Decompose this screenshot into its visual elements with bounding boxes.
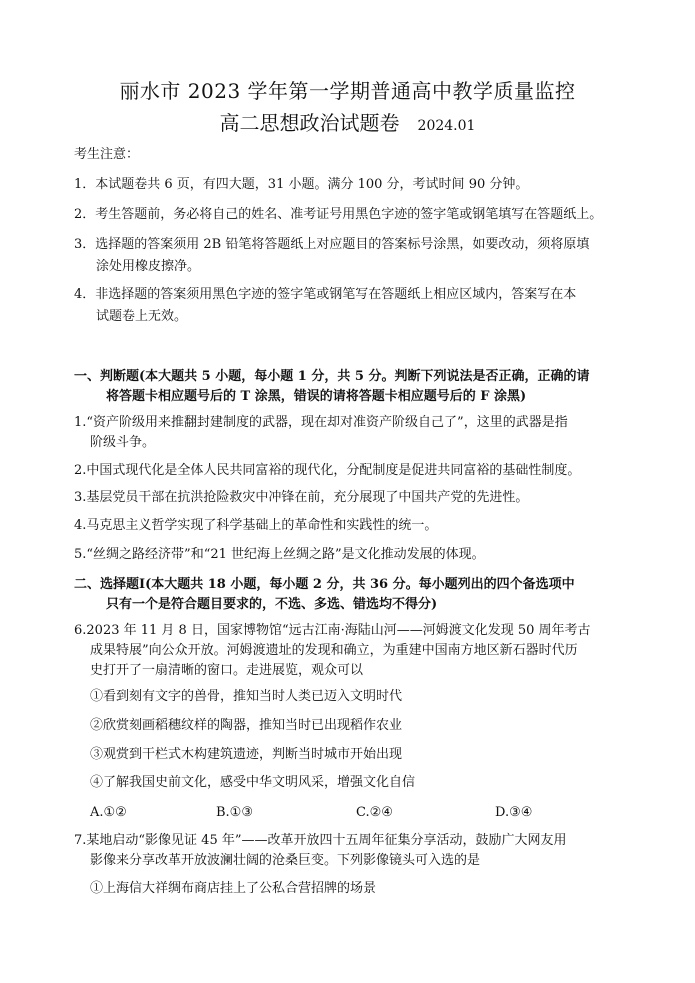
question-2: 2.中国式现代化是全体人民共同富裕的现代化，分配制度是促进共同富裕的基础性制度。 [74,463,581,478]
notice-item-3: 3．选择题的答案须用 2B 铅笔将答题纸上对应题目的答案标号涂黑，如要改动，须将原填 [74,237,590,252]
exam-date: 2024.01 [417,118,476,134]
section1-heading-cont: 将答题卡相应题号后的 T 涂黑，错误的请将答题卡相应题号后的 F 涂黑) [106,389,527,404]
q6-option-a: A.①② [90,805,127,820]
question-4: 4.马克思主义哲学实现了科学基础上的革命性和实践性的统一。 [74,518,438,533]
exam-subtitle [0,110,695,139]
question-1-cont: 阶级斗争。 [90,435,156,450]
question-6-cont1: 成果特展”向公众开放。河姆渡遗址的发现和确立，为重建中国南方地区新石器时代历 [90,643,578,658]
notice-item-4-cont: 试题卷上无效。 [96,309,188,324]
q6-statement-2: ②欣赏刻画稻穗纹样的陶器，推知当时已出现稻作农业 [90,718,403,733]
notice-item-3-cont: 涂处用橡皮擦净。 [96,259,201,274]
q6-statement-3: ③观赏到干栏式木构建筑遗迹，判断当时城市开始出现 [90,747,403,762]
q6-statement-4: ④了解我国史前文化，感受中华文明风采，增强文化自信 [90,775,416,790]
question-5: 5.“丝绸之路经济带”和“21 世纪海上丝绸之路”是文化推动发展的体现。 [74,547,485,562]
section2-heading-cont: 只有一个是符合题目要求的，不选、多选、错选均不得分) [106,597,438,612]
question-7: 7.某地启动“影像见证 45 年”——改革开放四十五周年征集分享活动，鼓励广大网友用 [74,833,567,848]
question-1: 1.“资产阶级用来推翻封建制度的武器，现在却对准资产阶级自己了”，这里的武器是指 [74,415,568,430]
question-6-cont2: 史打开了一扇清晰的窗口。走进展览，观众可以 [90,663,364,678]
q6-option-d: D.③④ [495,805,533,820]
question-6: 6.2023 年 11 月 8 日，国家博物馆“远古江南·海陆山河——河姆渡文化发现 50 周年考古 [74,623,591,638]
q6-option-b: B.①③ [216,805,253,820]
question-3: 3.基层党员干部在抗洪抢险救灾中冲锋在前，充分展现了中国共产党的先进性。 [74,490,529,505]
notice-item-4: 4．非选择题的答案须用黑色字迹的签字笔或钢笔写在答题纸上相应区域内，答案写在本 [74,287,577,302]
notice-heading: 考生注意： [74,147,140,162]
q6-option-c: C.②④ [356,805,393,820]
question-7-cont: 影像来分享改革开放波澜壮阔的沧桑巨变。下列影像镜头可入选的是 [90,853,481,868]
exam-title: 丽水市 2023 学年第一学期普通高中教学质量监控 [119,79,576,103]
section1-heading: 一、判断题(本大题共 5 小题，每小题 1 分，共 5 分。判断下列说法是否正确，正确的请 [74,369,590,384]
section2-heading: 二、选择题Ⅰ(本大题共 18 小题，每小题 2 分，共 36 分。每小题列出的四个备选项中 [74,577,575,592]
notice-item-2: 2．考生答题前，务必将自己的姓名、准考证号用黑色字迹的签字笔或钢笔填写在答题纸上。 [74,207,603,222]
subject-title: 高二思想政治试题卷 [219,111,400,135]
q7-statement-1: ①上海信大祥绸布商店挂上了公私合营招牌的场景 [90,881,377,896]
q6-statement-1: ①看到刻有文字的兽骨，推知当时人类已迈入文明时代 [90,689,403,704]
notice-item-1: 1．本试题卷共 6 页，有四大题，31 小题。满分 100 分，考试时间 90 分钟。 [74,177,529,192]
